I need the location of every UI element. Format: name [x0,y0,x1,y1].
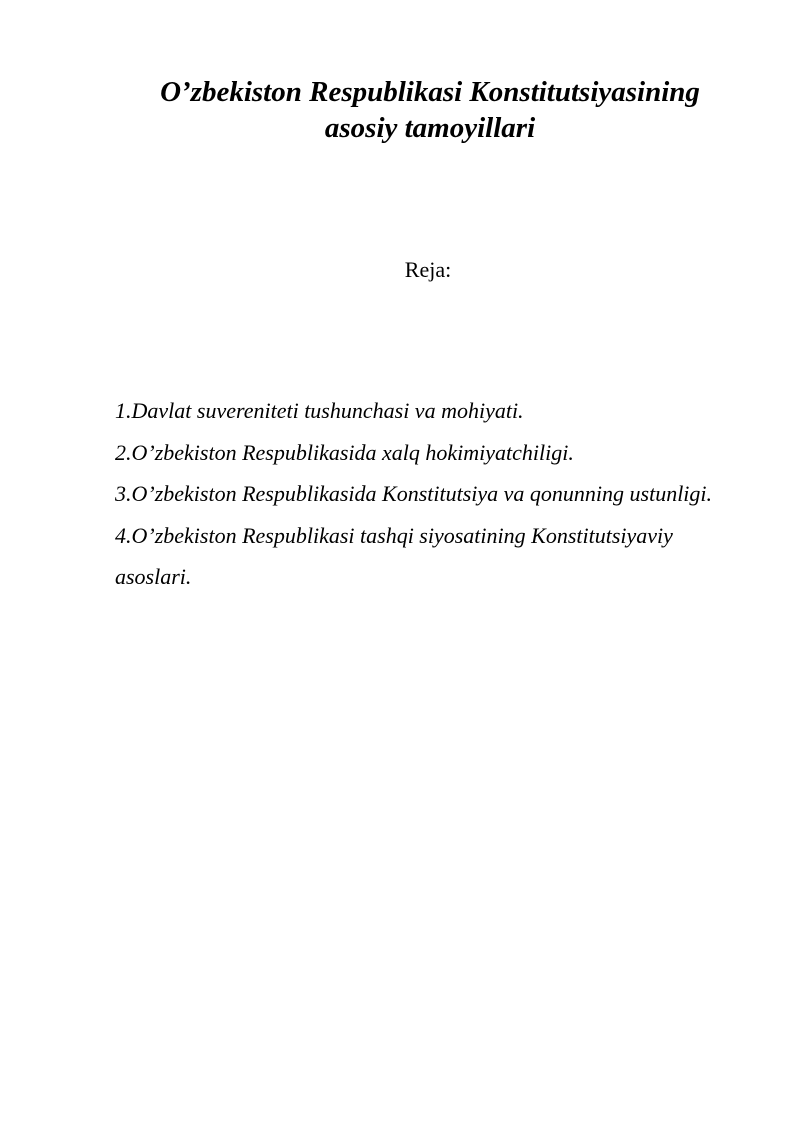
plan-item-4: 4.O’zbekiston Respublikasi tashqi siyosatining Konstitutsiyaviy asoslari. [115,522,673,589]
plan-list [115,390,745,598]
document-title [100,74,760,146]
document-title-line-1: O’zbekiston Respublikasi Konstitutsiyasining [160,76,700,108]
plan-item-1: 1.Davlat suvereniteti tushunchasi va mohiyati. [115,398,524,423]
plan-heading: Reja: [404,257,452,282]
plan-item-2: 2.O’zbekiston Respublikasida xalq hokimiyatchiligi. [115,439,574,465]
document-title-line-2: asosiy tamoyillari [324,112,536,144]
plan-item-3: 3.O’zbekiston Respublikasida Konstitutsiya va qonunning ustunligi. [115,481,713,506]
